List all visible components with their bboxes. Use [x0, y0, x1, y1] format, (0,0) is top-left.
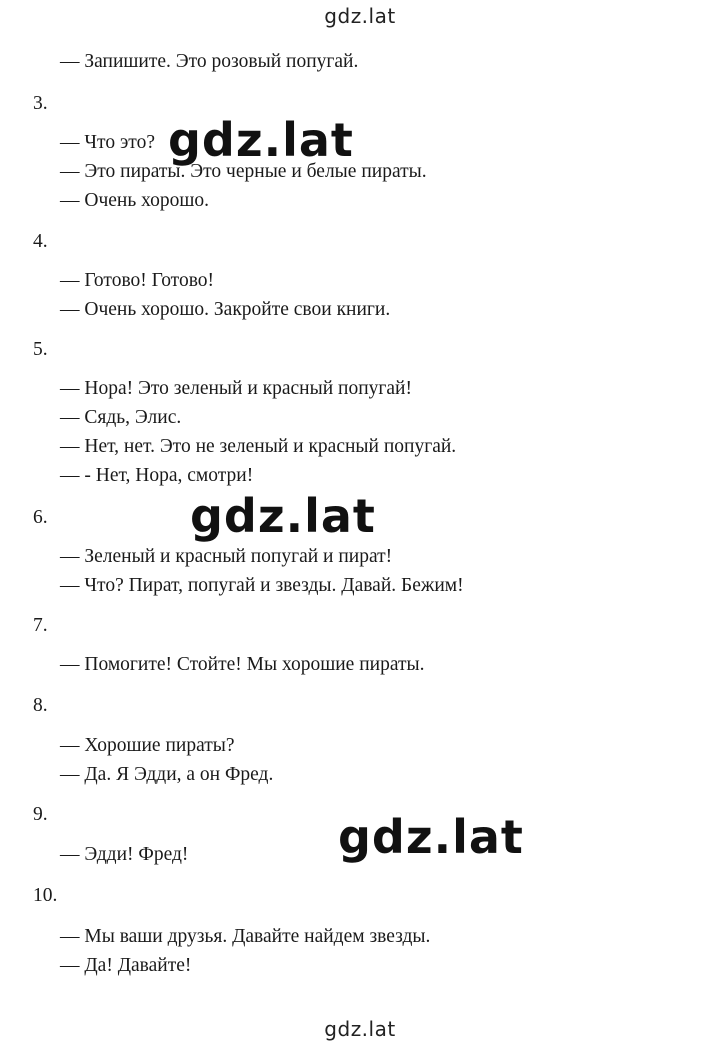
section-number: 3. — [33, 93, 48, 114]
dialogue-line: — Что? Пират, попугай и звезды. Давай. Бежим! — [60, 575, 464, 596]
section-number: 5. — [33, 339, 48, 360]
dialogue-line: — Да! Давайте! — [60, 955, 192, 976]
dialogue-line: — Очень хорошо. — [60, 190, 210, 211]
dialogue-line: — Да. Я Эдди, а он Фред. — [60, 764, 274, 785]
dialogue-line: — Хорошие пираты? — [60, 735, 235, 756]
section-number: 9. — [33, 804, 48, 825]
dialogue-line: — Нора! Это зеленый и красный попугай! — [60, 378, 412, 399]
dialogue-line: — Что это? — [60, 132, 155, 153]
section-number: 7. — [33, 615, 48, 636]
dialogue-line: — Сядь, Элис. — [60, 407, 182, 428]
dialogue-line: — - Нет, Нора, смотри! — [60, 465, 254, 486]
dialogue-line: — Очень хорошо. Закройте свои книги. — [60, 299, 391, 320]
footer-watermark: gdz.lat — [324, 1017, 396, 1041]
dialogue-line: — Это пираты. Это черные и белые пираты. — [60, 161, 427, 182]
overlay-watermark: gdz.lat — [338, 810, 524, 864]
dialogue-line: — Эдди! Фред! — [60, 844, 189, 865]
section-number: 8. — [33, 695, 48, 716]
dialogue-line: — Нет, нет. Это не зеленый и красный попугай. — [60, 436, 457, 457]
dialogue-line: — Мы ваши друзья. Давайте найдем звезды. — [60, 926, 431, 947]
intro-line: — Запишите. Это розовый попугай. — [60, 51, 359, 72]
section-number: 6. — [33, 507, 48, 528]
section-number: 10. — [33, 885, 58, 906]
header-watermark: gdz.lat — [324, 4, 396, 28]
dialogue-line: — Готово! Готово! — [60, 270, 215, 291]
section-number: 4. — [33, 231, 48, 252]
dialogue-line: — Зеленый и красный попугай и пират! — [60, 546, 393, 567]
dialogue-line: — Помогите! Стойте! Мы хорошие пираты. — [60, 654, 425, 675]
overlay-watermark: gdz.lat — [168, 113, 354, 167]
overlay-watermark: gdz.lat — [190, 489, 376, 543]
